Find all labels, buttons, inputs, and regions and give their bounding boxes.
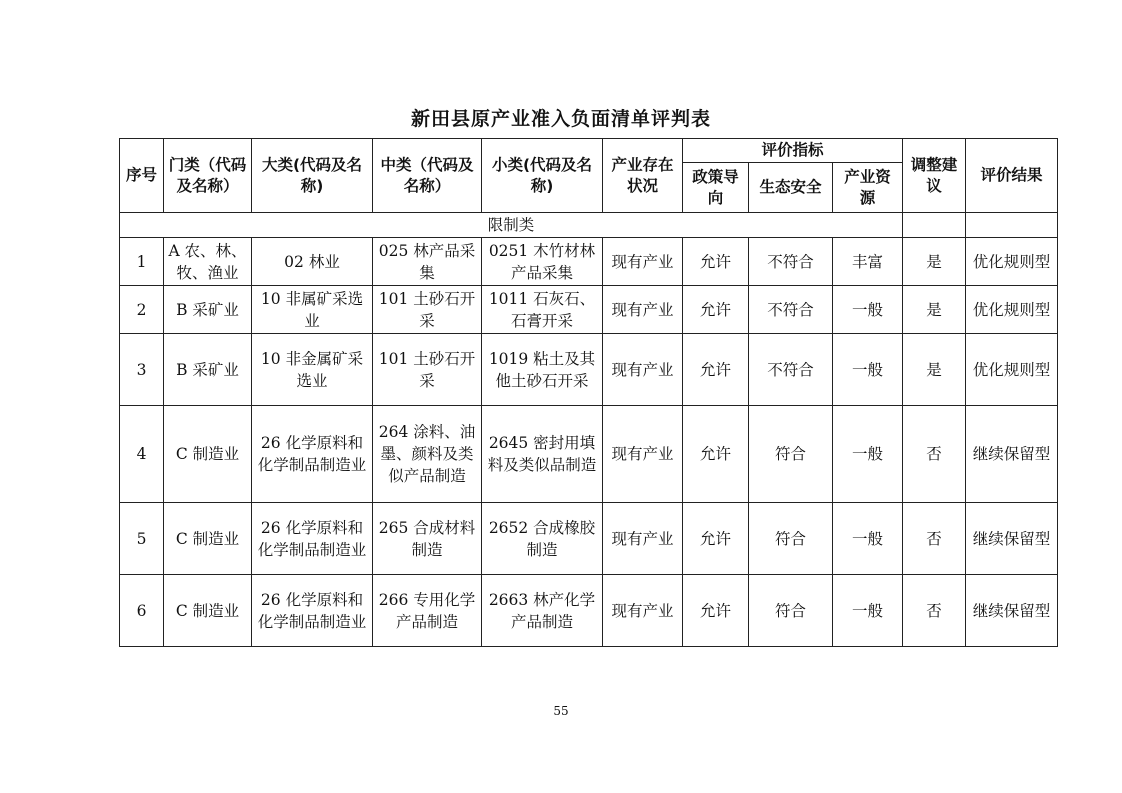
cell-division: 26 化学原料和化学制品制造业 [252,406,373,503]
table-row [120,575,1058,647]
cell-group: 025 林产品采集 [373,238,482,286]
cell-status: 现有产业 [603,238,683,286]
cell-result: 继续保留型 [966,503,1058,575]
cell-seq: 3 [120,334,164,406]
cell-seq: 1 [120,238,164,286]
cell-eco: 符合 [749,406,833,503]
header-section: 门类（代码及名称） [164,139,252,213]
cell-adjust: 否 [903,406,966,503]
cell-group: 266 专用化学产品制造 [373,575,482,647]
cell-resource: 一般 [833,575,903,647]
page-title: 新田县原产业准入负面清单评判表 [410,108,711,130]
cell-seq: 2 [120,286,164,334]
header-group: 中类（代码及名称） [373,139,482,213]
cell-eco: 符合 [749,503,833,575]
table-row [120,503,1058,575]
cell-resource: 一般 [833,286,903,334]
cell-status: 现有产业 [603,406,683,503]
cell-policy: 允许 [683,334,749,406]
cell-resource: 一般 [833,334,903,406]
cell-division: 10 非金属矿采选业 [252,334,373,406]
cell-group: 101 土砂石开采 [373,334,482,406]
cell-adjust: 是 [903,238,966,286]
cell-group: 265 合成材料制造 [373,503,482,575]
cell-status: 现有产业 [603,334,683,406]
cell-policy: 允许 [683,575,749,647]
table-row [120,286,1058,334]
cell-adjust: 是 [903,286,966,334]
cell-division: 02 林业 [252,238,373,286]
cell-result: 优化规则型 [966,334,1058,406]
cell-division: 10 非属矿采选业 [252,286,373,334]
cell-eco: 不符合 [749,238,833,286]
cell-group: 101 土砂石开采 [373,286,482,334]
cell-section: B 采矿业 [164,286,252,334]
cell-resource: 一般 [833,406,903,503]
cell-eco: 不符合 [749,334,833,406]
cell-resource: 丰富 [833,238,903,286]
header-status: 产业存在状况 [603,139,683,213]
cell-section: A 农、林、牧、渔业 [164,238,252,286]
cell-result: 优化规则型 [966,286,1058,334]
cell-section: C 制造业 [164,503,252,575]
cell-class: 2652 合成橡胶制造 [482,503,603,575]
evaluation-table [119,138,1058,647]
cell-policy: 允许 [683,286,749,334]
cell-class: 2663 林产化学产品制造 [482,575,603,647]
cell-section: C 制造业 [164,575,252,647]
cell-group: 264 涂料、油墨、颜料及类似产品制造 [373,406,482,503]
table-row [120,334,1058,406]
cell-result: 继续保留型 [966,575,1058,647]
cell-section: B 采矿业 [164,334,252,406]
cell-policy: 允许 [683,238,749,286]
category-empty-cell [903,213,966,238]
cell-policy: 允许 [683,503,749,575]
header-class: 小类(代码及名称) [482,139,603,213]
cell-adjust: 否 [903,503,966,575]
cell-status: 现有产业 [603,575,683,647]
cell-section: C 制造业 [164,406,252,503]
cell-seq: 5 [120,503,164,575]
cell-eco: 符合 [749,575,833,647]
category-label: 限制类 [120,213,903,238]
cell-adjust: 是 [903,334,966,406]
cell-division: 26 化学原料和化学制品制造业 [252,503,373,575]
page-number: 55 [553,704,569,718]
table-row [120,406,1058,503]
cell-class: 1019 粘土及其他土砂石开采 [482,334,603,406]
header-indicators: 评价指标 [683,139,903,163]
header-result: 评价结果 [966,139,1058,213]
table-row [120,238,1058,286]
header-seq: 序号 [120,139,164,213]
cell-class: 0251 木竹材林产品采集 [482,238,603,286]
cell-class: 1011 石灰石、石膏开采 [482,286,603,334]
cell-seq: 4 [120,406,164,503]
cell-result: 优化规则型 [966,238,1058,286]
cell-seq: 6 [120,575,164,647]
cell-status: 现有产业 [603,286,683,334]
category-empty-cell [966,213,1058,238]
cell-class: 2645 密封用填料及类似品制造 [482,406,603,503]
cell-adjust: 否 [903,575,966,647]
header-policy: 政策导向 [683,163,749,213]
cell-result: 继续保留型 [966,406,1058,503]
header-eco: 生态安全 [749,163,833,213]
header-adjust: 调整建议 [903,139,966,213]
cell-division: 26 化学原料和化学制品制造业 [252,575,373,647]
cell-policy: 允许 [683,406,749,503]
header-resource: 产业资源 [833,163,903,213]
header-division: 大类(代码及名称) [252,139,373,213]
cell-eco: 不符合 [749,286,833,334]
cell-status: 现有产业 [603,503,683,575]
cell-resource: 一般 [833,503,903,575]
